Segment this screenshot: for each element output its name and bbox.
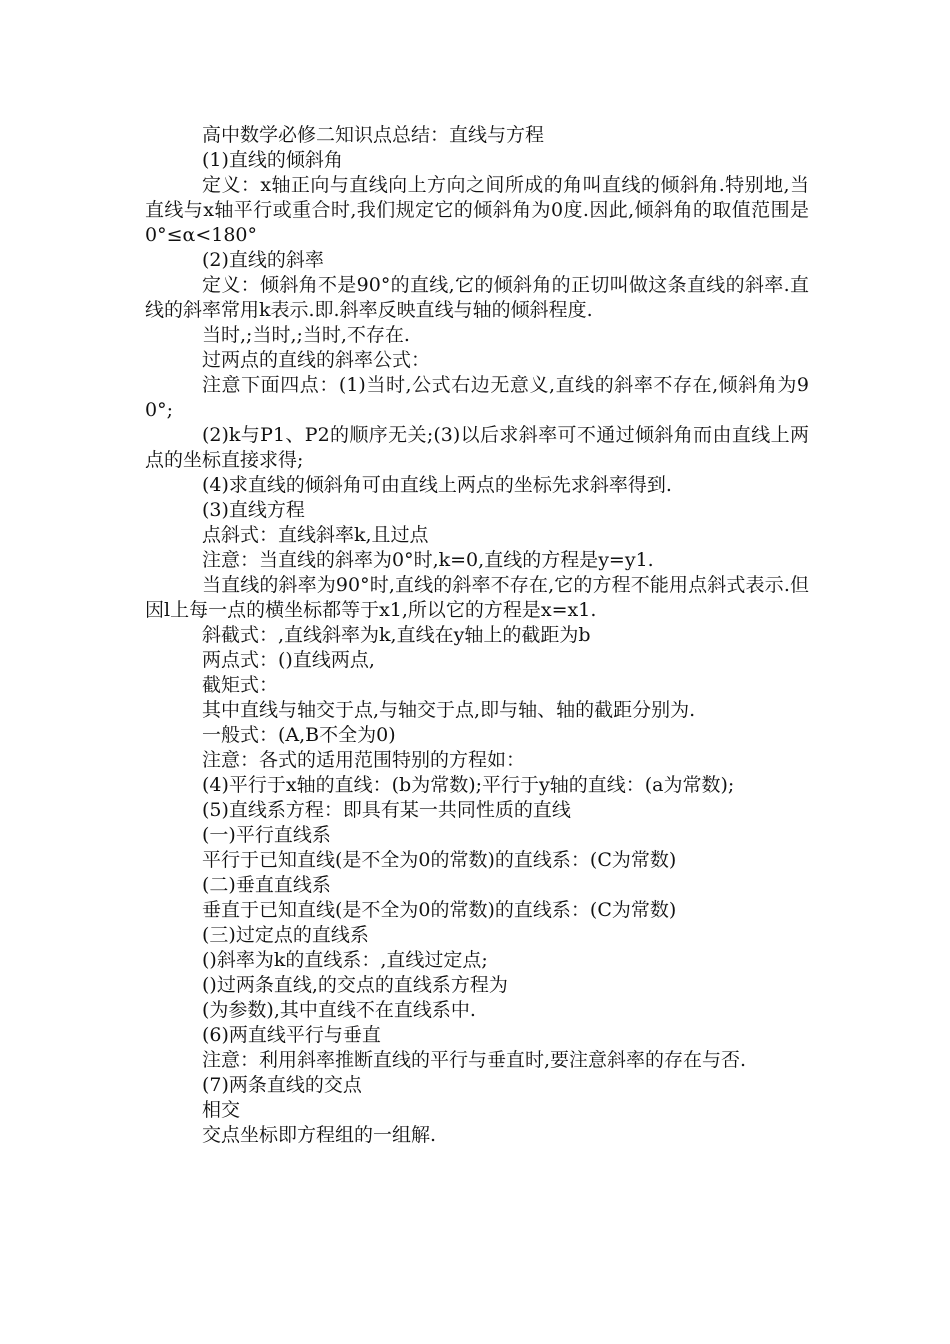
paragraph: 截矩式： [202,674,279,696]
paragraph: ()斜率为k的直线系：,直线过定点; [202,949,488,971]
section-heading: (6)两直线平行与垂直 [202,1024,381,1046]
subsection-heading: (二)垂直直线系 [202,874,331,896]
section-heading: (3)直线方程 [202,499,305,521]
section-heading: (1)直线的倾斜角 [202,149,343,171]
paragraph: 注意下面四点：(1)当时,公式右边无意义,直线的斜率不存在,倾斜角为90°; [145,374,809,421]
paragraph: 注意：各式的适用范围特别的方程如： [202,749,526,771]
section-heading: (5)直线系方程：即具有某一共同性质的直线 [202,799,571,821]
section-heading: (2)直线的斜率 [202,249,324,271]
paragraph: 相交 [202,1099,241,1121]
paragraph: ()过两条直线,的交点的直线系方程为 [202,974,508,996]
paragraph: 当时,;当时,;当时,不存在. [202,324,410,346]
paragraph: 定义：x轴正向与直线向上方向之间所成的角叫直线的倾斜角.特别地,当直线与x轴平行或重合时,我们规定它的倾斜角为0度.因此,倾斜角的取值范围是0°≤α<180° [145,174,809,246]
paragraph: 其中直线与轴交于点,与轴交于点,即与轴、轴的截距分别为. [202,699,696,721]
paragraph: (4)平行于x轴的直线：(b为常数);平行于y轴的直线：(a为常数); [202,774,735,796]
paragraph: 垂直于已知直线(是不全为0的常数)的直线系：(C为常数) [202,899,677,921]
paragraph: 定义：倾斜角不是90°的直线,它的倾斜角的正切叫做这条直线的斜率.直线的斜率常用k表示.即.斜率反映直线与轴的倾斜程度. [145,274,809,321]
paragraph: 一般式：(A,B不全为0) [202,724,396,746]
paragraph: 点斜式：直线斜率k,且过点 [202,524,429,546]
subsection-heading: (三)过定点的直线系 [202,924,369,946]
paragraph: 两点式：()直线两点, [202,649,375,671]
paragraph: 当直线的斜率为90°时,直线的斜率不存在,它的方程不能用点斜式表示.但因l上每一点的横坐标都等于x1,所以它的方程是x=x1. [145,574,809,621]
paragraph: (2)k与P1、P2的顺序无关;(3)以后求斜率可不通过倾斜角而由直线上两点的坐标直接求得; [145,424,809,471]
paragraph: 交点坐标即方程组的一组解. [202,1124,437,1146]
section-heading: (7)两条直线的交点 [202,1074,362,1096]
paragraph: 过两点的直线的斜率公式： [202,349,431,371]
paragraph: 斜截式：,直线斜率为k,直线在y轴上的截距为b [202,624,591,646]
paragraph: 平行于已知直线(是不全为0的常数)的直线系：(C为常数) [202,849,677,871]
paragraph: 注意：利用斜率推断直线的平行与垂直时,要注意斜率的存在与否. [202,1049,747,1071]
paragraph: (为参数),其中直线不在直线系中. [202,999,476,1021]
paragraph: (4)求直线的倾斜角可由直线上两点的坐标先求斜率得到. [202,474,672,496]
paragraph: 注意：当直线的斜率为0°时,k=0,直线的方程是y=y1. [202,549,654,571]
subsection-heading: (一)平行直线系 [202,824,331,846]
document-title: 高中数学必修二知识点总结：直线与方程 [202,124,545,146]
document-body [145,123,809,1148]
